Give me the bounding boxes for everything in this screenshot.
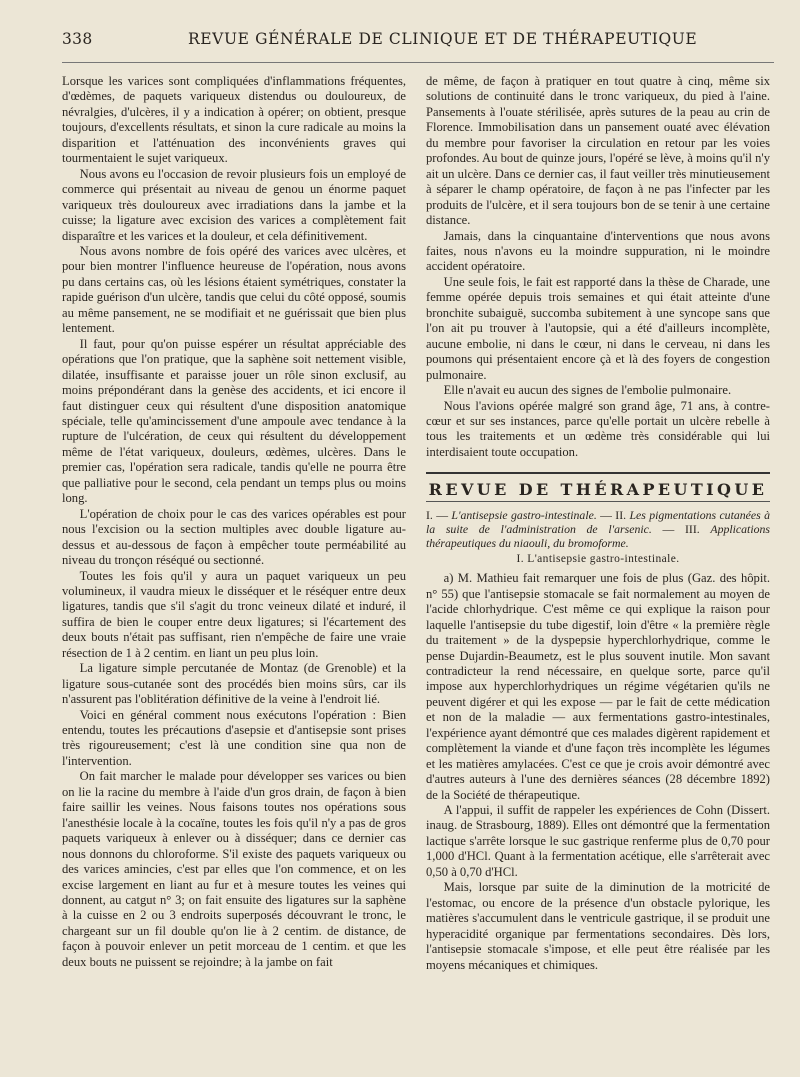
toc-part: L'antisepsie gastro-intestinale. xyxy=(451,507,597,522)
paragraph: Elle n'avait eu aucun des signes de l'embolie pulmonaire. xyxy=(443,383,732,398)
paragraph: Nous avons eu l'occasion de revoir plusieurs fois un employé de commerce qui présentait au niveau de genou un énorme paquet variqueux très douloureux avec irradiations dans la jambe et la cuisse; la ligature avec excision des varices a complètement fait disparaître et les varices et la douleur, et cela définitivement. xyxy=(62,166,406,243)
section-divider xyxy=(426,472,770,476)
paragraph: Nous l'avions opérée malgré son grand âge, 71 ans, à contre-cœur et sur ses instances, parce qu'elle portait un ulcère rebelle à tous les traitements et un œdème très considérable qui lui interdisaient toute occupation. xyxy=(426,398,770,459)
page-header xyxy=(62,28,774,52)
toc-part: Applications thérapeutiques du niaouli, du bromoforme. xyxy=(426,521,770,550)
toc-part: — II. xyxy=(596,507,630,522)
paragraph: Lorsque les varices sont compliquées d'inflammations fréquentes, d'œdèmes, de paquets variqueux distendus ou douloureux, de névralgies, d'ulcères, il y a indication à opérer; on obtient, presque toujours, d'excellents résultats, et sinon la cure radicale au moins la disparition et l'atténuation des inconvénients graves qui tourmentaient le sujet variqueux. xyxy=(62,74,406,166)
section-contents xyxy=(426,508,770,550)
paragraph: Jamais, dans la cinquantaine d'interventions que nous avons faites, nous n'avons eu la moindre suppuration, ni le moindre accident opératoire. xyxy=(426,228,770,274)
paragraph: La ligature simple percutanée de Montaz (de Grenoble) et la ligature sous-cutanée sont des procédés bien moins sûrs, car ils n'assurent pas l'oblitération définitive de la veine à l'endroit lié. xyxy=(62,661,406,707)
page-number: 338 xyxy=(62,30,93,48)
paragraph: A l'appui, il suffit de rappeler les expériences de Cohn (Dissert. inaug. de Strasbourg, 1889). Elles ont démontré que la fermentation lactique s'arrête lorsque le suc gastrique renferme plus de 0,70 pour 1,000 d'HCl. Quant à la fermentation acétique, elle s'arrêterait avec 0,50 à 0,70 d'HCl. xyxy=(426,803,770,879)
paragraph: a) M. Mathieu fait remarquer une fois de plus (Gaz. des hôpit. n° 55) que l'antisepsie stomacale se fait normalement au moyen de l'acide chlorhydrique. C'est même ce qui explique la raison pour laquelle l'antisepsie du tube digestif, loin d'être « la première règle du traitement » de la dyspepsie hyperchlorhydrique, comme le pense Dujardin-Beaumetz, est le plus souvent inutile. Mon savant contradicteur la rend nécessaire, en quelque sorte, parce qu'il impose aux hyperchlorhydriques un régime végétarien qu'ils ne peuvent digérer et qui les expose — par le fait de cette médication et non de la maladie — aux fermentations gastro-intestinales, l'expérience ayant démontré que ces malades digèrent rapidement et complètement la viande et d'une façon très incomplète les légumes et les matières amylacées. C'est ce que je crois avoir démontré avec d'autres auteurs à l'une des dernières séances (28 décembre 1892) de la Société de thérapeutique. xyxy=(426,571,770,802)
toc-part: Les pigmentations cutanées à la suite de l'administration de l'arsenic. xyxy=(426,507,770,536)
subheading: I. L'antisepsie gastro-intestinale. xyxy=(516,552,680,565)
paragraph: On fait marcher le malade pour développer ses varices ou bien on lie la racine du membre à l'aide d'un gros drain, de façon à bien faire saillir les veines. Nous faisons toutes nos opérations sous l'anesthésie locale à la cocaïne, toutes les fois qu'il n'y a pas de gros paquets variqueux à enlever ou à disséquer; dans ce dernier cas nous donnons du chloroforme. S'il existe des paquets variqueux ou des varices amincies, c'est par elles que l'on commence, et on les excise largement en liant au fur et à mesure toutes les veines qui donnent, au catgut n° 3; on fait ensuite des ligatures sur la saphène à la cuisse en 2 ou 3 endroits superposés découvrant le tronc, le chargeant sur un fil double qu'on lie à 2 centim. de distance, de façon à pouvoir enlever un petit morceau de 1 centim. et que les deux bouts ne puissent se rejoindre; à la jambe on fait xyxy=(62,769,406,969)
section-title: REVUE DE THÉRAPEUTIQUE xyxy=(426,482,770,501)
toc-part: — III. xyxy=(651,521,711,536)
paragraph: Mais, lorsque par suite de la diminution de la motricité de l'estomac, ou encore de la présence d'un obstacle pylorique, les matières s'accumulent dans le ventricule gastrique, il se produit une hyperacidité organique par fermentations secondaires. Dès lors, l'antisepsie stomacale s'impose, et elle peut être réalisée par les moyens mécaniques et chimiques. xyxy=(426,880,770,972)
paragraph: de même, de façon à pratiquer en tout quatre à cinq, même six solutions de continuité dans le tronc variqueux, du pied à l'aine. Pansements à l'ouate stérilisée, après sutures de la peau au crin de Florence. Immobilisation dans un pansement ouaté avec élévation du membre pour favoriser la circulation en retour par les voies profondes. Au bout de quinze jours, l'opéré se lève, à moins qu'il n'y ait un ulcère. Dans ce dernier cas, il faut veiller très minutieusement à séparer le champ opératoire, de façon à ne pas l'infecter par les produits de l'ulcère, et il sera toujours bon de se tenir à une certaine distance. xyxy=(426,74,770,228)
running-title: REVUE GÉNÉRALE DE CLINIQUE ET DE THÉRAPEUTIQUE xyxy=(188,30,698,48)
header-rule xyxy=(62,62,774,64)
toc-part: I. — xyxy=(426,507,452,522)
paragraph: Toutes les fois qu'il y aura un paquet variqueux un peu volumineux, il vaudra mieux le disséquer et le réséquer entre deux ligatures, tandis que s'il s'agit du tronc veineux dilaté et induré, il suffira de bien le couper entre deux ligatures; si l'écartement des deux bouts n'était pas suffisant, rien n'empêche de faire une vraie résection de 1 à 2 centim. en liant un peu plus loin. xyxy=(62,568,406,660)
right-column xyxy=(426,74,770,973)
paragraph: L'opération de choix pour le cas des varices opérables est pour nous l'excision ou la section multiples avec double ligature au-dessus et au-dessous de façon à empêcher toute perméabilité au niveau du tronçon réséqué ou sectionné. xyxy=(62,506,406,568)
paragraph: Nous avons nombre de fois opéré des varices avec ulcères, et pour bien montrer l'influence heureuse de l'opération, nous avons pu dans certains cas, où les lésions étaient symétriques, constater la rapide guérison d'un ulcère, tandis que celui du côté opposé, soumis au même pansement, ne se modifiait et ne guérissait que bien plus lentement. xyxy=(62,243,406,336)
paragraph: Il faut, pour qu'on puisse espérer un résultat appréciable des opérations que l'on pratique, que la saphène soit nettement visible, dilatée, insuffisante et paraisse jouer un rôle sinon exclusif, au moins prépondérant dans la genèse des accidents, et ici encore il faut distinguer ceux qui résultent d'une disposition anatomique spéciale, telle qu'amincissement d'une ampoule avec tendance à la rupture de l'ulcération, de ceux qui résultent du développement même de l'état variqueux, douleurs, œdèmes, ulcères. Dans le premier cas, l'opération sera radicale, tandis qu'elle ne pourra être que palliative pour le second, cela pendant un temps plus ou moins long. xyxy=(62,336,406,506)
paragraph: Une seule fois, le fait est rapporté dans la thèse de Charade, une femme opérée depuis trois semaines et qui était atteinte d'une bronchite subaiguë, succomba subitement à une syncope sans que l'on ait pu trouver à l'autopsie, qui a été d'ailleurs incomplète, aucune embolie, ni dans le cœur, ni dans le cerveau, ni dans les poumons qui présentaient encore çà et là des foyers de congestion pulmonaire. xyxy=(426,274,770,382)
left-column xyxy=(62,74,406,970)
paragraph: Voici en général comment nous exécutons l'opération : Bien entendu, toutes les précautions d'asepsie et d'antisepsie sont prises très rigoureusement; c'est là une condition sine qua non de l'intervention. xyxy=(62,707,406,768)
